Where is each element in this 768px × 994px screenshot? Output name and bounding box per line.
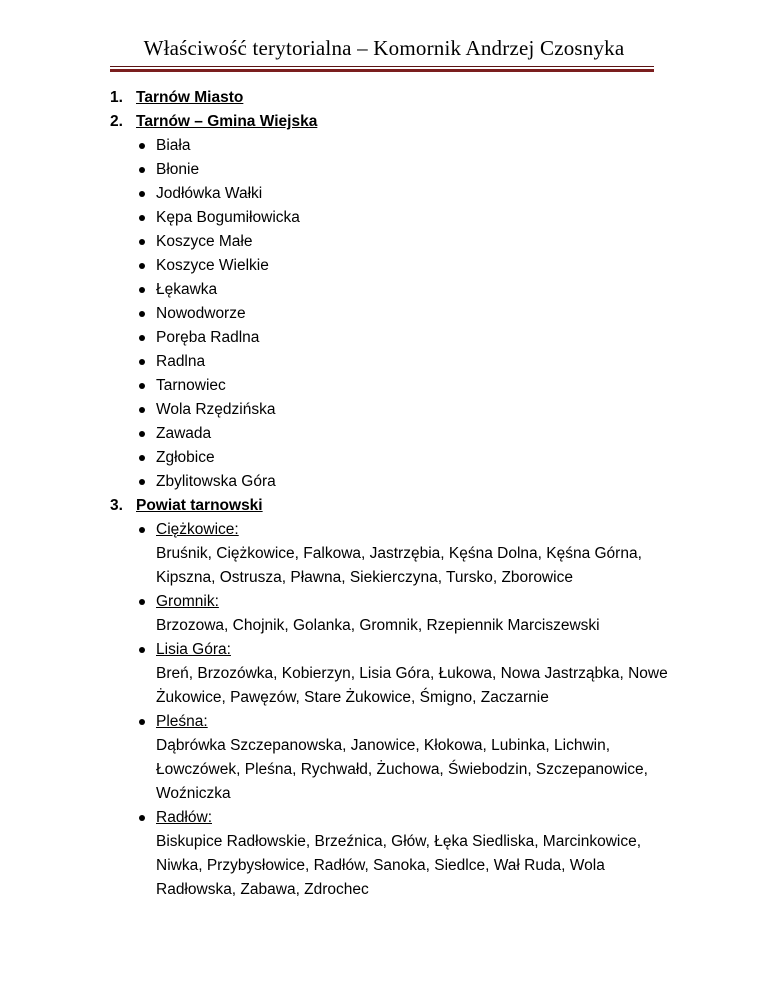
page-header-title: Właściwość terytorialna – Komornik Andrzej Czosnyka xyxy=(143,36,625,60)
list-item: Zbylitowska Góra xyxy=(136,470,670,494)
list-item xyxy=(136,710,670,806)
section-2 xyxy=(110,110,670,134)
section-3-list xyxy=(110,518,670,902)
gmina-places: Breń, Brzozówka, Kobierzyn, Lisia Góra, Łukowa, Nowa Jastrząbka, Nowe Żukowice, Pawęzów, Stare Żukowice, Śmigno, Zaczarnie xyxy=(156,665,668,706)
list-item xyxy=(136,590,670,638)
section-2-list xyxy=(110,134,670,494)
section-number: 2. xyxy=(110,113,123,130)
list-item xyxy=(136,518,670,590)
document-body xyxy=(110,86,670,902)
list-item: Nowodworze xyxy=(136,302,670,326)
section-title: Tarnów – Gmina Wiejska xyxy=(136,113,318,130)
list-item: Wola Rzędzińska xyxy=(136,398,670,422)
list-item: Błonie xyxy=(136,158,670,182)
section-1 xyxy=(110,86,670,110)
list-item: Zgłobice xyxy=(136,446,670,470)
gmina-name: Lisia Góra: xyxy=(156,641,231,658)
section-title: Tarnów Miasto xyxy=(136,89,244,106)
gmina-name: Pleśna: xyxy=(156,713,208,730)
list-item: Zawada xyxy=(136,422,670,446)
list-item: Kępa Bogumiłowicka xyxy=(136,206,670,230)
list-item: Radlna xyxy=(136,350,670,374)
section-3 xyxy=(110,494,670,518)
gmina-places: Biskupice Radłowskie, Brzeźnica, Głów, Łęka Siedliska, Marcinkowice, Niwka, Przybysłowice, Radłów, Sanoka, Siedlce, Wał Ruda, Wola Radłowska, Zabawa, Zdrochec xyxy=(156,833,642,898)
list-item: Łękawka xyxy=(136,278,670,302)
list-item: Tarnowiec xyxy=(136,374,670,398)
section-title: Powiat tarnowski xyxy=(136,497,263,514)
gmina-name: Ciężkowice: xyxy=(156,521,239,538)
list-item xyxy=(136,806,670,902)
section-number: 1. xyxy=(110,89,123,106)
list-item: Koszyce Małe xyxy=(136,230,670,254)
list-item xyxy=(136,638,670,710)
gmina-name: Gromnik: xyxy=(156,593,219,610)
gmina-places: Bruśnik, Ciężkowice, Falkowa, Jastrzębia, Kęśna Dolna, Kęśna Górna, Kipszna, Ostrusza, Pławna, Siekierczyna, Tursko, Zborowice xyxy=(156,545,642,586)
gmina-places: Dąbrówka Szczepanowska, Janowice, Kłokowa, Lubinka, Lichwin, Łowczówek, Pleśna, Rychwałd, Żuchowa, Świebodzin, Szczepanowice, Woźniczka xyxy=(156,737,648,802)
gmina-name: Radłów: xyxy=(156,809,212,826)
section-number: 3. xyxy=(110,497,123,514)
list-item: Poręba Radlna xyxy=(136,326,670,350)
list-item: Jodłówka Wałki xyxy=(136,182,670,206)
gmina-places: Brzozowa, Chojnik, Golanka, Gromnik, Rzepiennik Marciszewski xyxy=(156,617,600,634)
list-item: Biała xyxy=(136,134,670,158)
header-rule xyxy=(110,66,654,72)
list-item: Koszyce Wielkie xyxy=(136,254,670,278)
